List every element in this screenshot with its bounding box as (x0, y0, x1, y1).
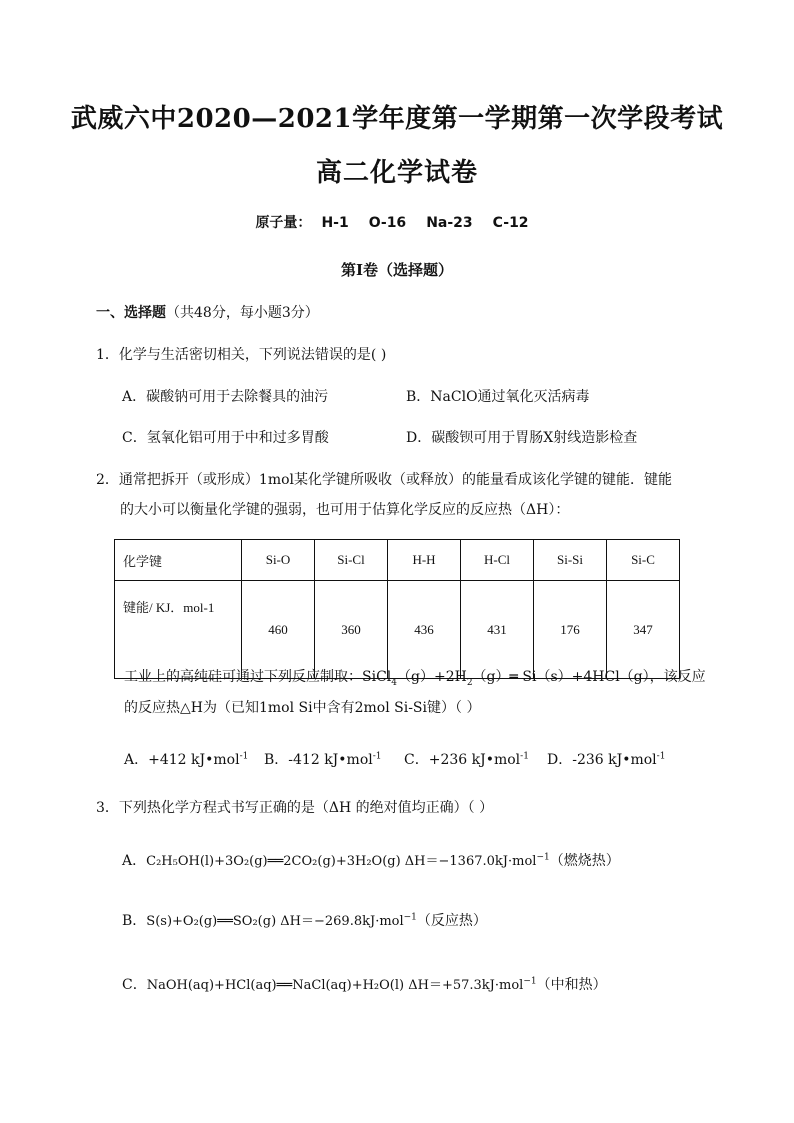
q2-option-a (124, 749, 248, 769)
q2-stem-line1: 2．通常把拆开（或形成）1mol某化学键所吸收（或释放）的能量看成该化学键的键能．键能 (96, 472, 672, 488)
q1-option-d: D．碳酸钡可用于胃肠X射线造影检查 (406, 430, 638, 446)
table-cell: Si-Si (534, 540, 607, 581)
table-cell: Si-Cl (315, 540, 388, 581)
atomic-mass: O-16 (368, 215, 407, 231)
table-cell: 360 (315, 581, 388, 679)
superscript: −1 (536, 852, 550, 863)
q2-question-line: 的反应热△H为（已知1mol Si中含有2mol Si-Si键）（ ） (124, 700, 481, 716)
option-label: A． (122, 853, 147, 869)
table-cell: 436 (388, 581, 461, 679)
q2-stem-line2: 的大小可以衡量化学键的强弱，也可用于估算化学反应的反应热（ΔH）： (120, 502, 570, 518)
table-cell: 键能/ KJ．mol-1 (115, 581, 242, 679)
q3-option-b (122, 910, 487, 930)
volume-title: 第Ⅰ卷（选择题） (340, 261, 454, 279)
equation: NaOH(aq)+HCl(aq)══NaCl(aq)+H₂O(l) ΔH＝+57.3kJ·mol (146, 978, 524, 993)
superscript: −1 (403, 912, 417, 923)
exam-subtitle: 高二化学试卷 (315, 158, 478, 188)
atomic-mass: C-12 (492, 215, 529, 231)
table-cell: 431 (461, 581, 534, 679)
table-header-row (115, 540, 680, 581)
q2-reaction-line (124, 666, 706, 688)
option-note: （燃烧热） (549, 853, 620, 869)
section-title: 一、选择题 (96, 305, 166, 321)
superscript: −1 (523, 976, 537, 987)
atomic-mass: Na-23 (426, 215, 473, 231)
bond-energy-table (114, 539, 680, 679)
q1-stem: 1．化学与生活密切相关，下列说法错误的是( ) (96, 347, 387, 363)
section-note: （共48分，每小题3分） (166, 305, 319, 321)
q3-option-a (122, 850, 620, 870)
q2-reaction-text: （g）+2H (397, 669, 467, 685)
q2-reaction-text: 工业上的高纯硅可通过下列反应制取：SiCl (124, 669, 392, 685)
subscript: 4 (391, 677, 397, 688)
q2-option-c (404, 749, 529, 769)
exam-title: 武威六中2020—2021学年度第一学期第一次学段考试 (70, 104, 724, 134)
superscript: -1 (239, 751, 249, 762)
option-text: C．+236 kJ•mol (404, 752, 521, 768)
q2-option-b (264, 749, 382, 769)
atomic-mass: H-1 (321, 215, 349, 231)
table-cell: 化学键 (115, 540, 242, 581)
option-label: C． (122, 977, 147, 993)
subscript: 2 (466, 677, 473, 688)
option-note: （反应热） (416, 913, 487, 929)
table-cell: 460 (242, 581, 315, 679)
q3-stem: 3．下列热化学方程式书写正确的是（ΔH 的绝对值均正确）（ ） (96, 800, 494, 816)
superscript: -1 (656, 751, 666, 762)
q3-option-c (122, 974, 607, 994)
q2-option-d (547, 749, 665, 769)
equation: S(s)+O₂(g)══SO₂(g) ΔH＝−269.8kJ·mol (146, 914, 404, 929)
option-note: （中和热） (536, 977, 607, 993)
table-cell: Si-C (607, 540, 680, 581)
equation: C₂H₅OH(l)+3O₂(g)══2CO₂(g)+3H₂O(g) ΔH＝−1367.0kJ·mol (146, 854, 537, 869)
option-text: A．+412 kJ•mol (124, 752, 240, 768)
table-cell: 176 (534, 581, 607, 679)
q2-reaction-text: （g）═ Si（s）+4HCl（g），该反应 (472, 669, 706, 685)
q1-option-c: C．氢氧化铝可用于中和过多胃酸 (122, 430, 329, 446)
table-cell: Si-O (242, 540, 315, 581)
table-cell: H-Cl (461, 540, 534, 581)
atomic-masses (0, 212, 794, 232)
option-text: B．-412 kJ•mol (264, 752, 373, 768)
q1-option-b: B．NaClO通过氧化灭活病毒 (406, 389, 590, 405)
table-row (115, 581, 680, 679)
atomic-label: 原子量： (255, 215, 312, 231)
table-cell: H-H (388, 540, 461, 581)
q1-option-a: A．碳酸钠可用于去除餐具的油污 (122, 389, 329, 405)
table-cell: 347 (607, 581, 680, 679)
section-heading (96, 302, 319, 322)
option-label: B． (122, 913, 147, 929)
option-text: D．-236 kJ•mol (547, 752, 657, 768)
superscript: -1 (520, 751, 529, 762)
superscript: -1 (372, 751, 382, 762)
